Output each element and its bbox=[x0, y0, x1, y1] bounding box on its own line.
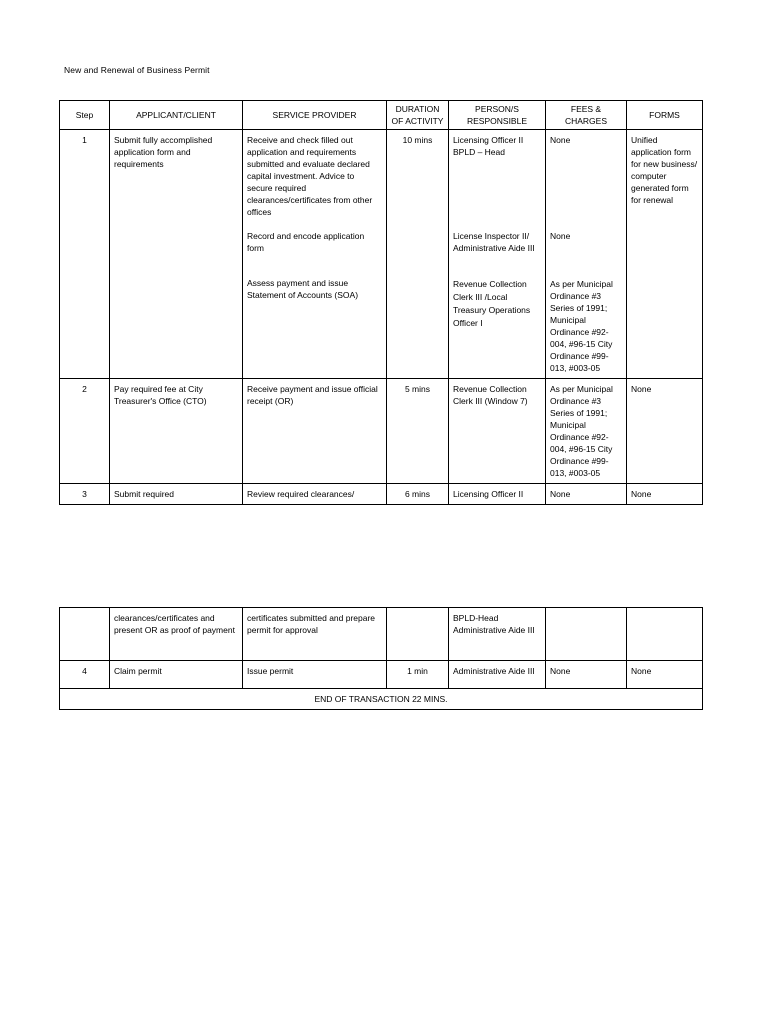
applicant-action: Submit fully accomplished application form and requirements bbox=[110, 130, 243, 379]
person-responsible: License Inspector II/ Administrative Aide III bbox=[453, 231, 535, 253]
header-service-provider: SERVICE PROVIDER bbox=[243, 101, 387, 130]
fee-entry: As per Municipal Ordinance #3 Series of 1991; Municipal Ordinance #92-004, #96-15 City Ordinance #99-013, #003-05 bbox=[546, 379, 627, 484]
duration-cell: 10 mins bbox=[387, 130, 449, 379]
header-person-responsible: PERSON/S RESPONSIBLE bbox=[449, 101, 546, 130]
step-number: 3 bbox=[60, 484, 110, 505]
person-responsible-cell bbox=[449, 130, 546, 379]
fee-entry: None bbox=[546, 661, 627, 689]
service-provider-cell bbox=[243, 130, 387, 379]
end-of-transaction-row bbox=[60, 689, 703, 710]
fee-entry: As per Municipal Ordinance #3 Series of 1991; Municipal Ordinance #92-004, #96-15 City Ordinance #99-013, #003-05 bbox=[550, 279, 613, 373]
table-row-step-3-continued bbox=[60, 608, 703, 661]
forms-cell: None bbox=[627, 379, 703, 484]
fee-entry: None bbox=[550, 231, 571, 241]
duration-empty bbox=[387, 608, 449, 661]
provider-task: Receive payment and issue official receipt (OR) bbox=[243, 379, 387, 484]
forms-cell: None bbox=[627, 484, 703, 505]
person-responsible: Administrative Aide III bbox=[449, 661, 546, 689]
provider-task: Review required clearances/ bbox=[243, 484, 387, 505]
header-duration: DURATION OF ACTIVITY bbox=[387, 101, 449, 130]
fee-entry: None bbox=[546, 484, 627, 505]
provider-task: Issue permit bbox=[243, 661, 387, 689]
applicant-action: Pay required fee at City Treasurer's Office (CTO) bbox=[110, 379, 243, 484]
header-step: Step bbox=[60, 101, 110, 130]
provider-task: Receive and check filled out application and requirements submitted and evaluate declared capital investment. Advice to secure required clearances/certificates from other offices bbox=[247, 135, 373, 217]
fees-empty bbox=[546, 608, 627, 661]
person-responsible: Licensing Officer II bbox=[449, 484, 546, 505]
forms-cell: None bbox=[627, 661, 703, 689]
person-responsible: BPLD-Head Administrative Aide III bbox=[449, 608, 546, 661]
provider-task: Assess payment and issue Statement of Accounts (SOA) bbox=[247, 278, 359, 300]
permit-process-table-continued bbox=[59, 607, 703, 710]
applicant-action: clearances/certificates and present OR as proof of payment bbox=[110, 608, 243, 661]
step-number: 1 bbox=[60, 130, 110, 379]
table-row-step-4 bbox=[60, 661, 703, 689]
fee-entry: None bbox=[550, 135, 571, 145]
table-row-step-2 bbox=[60, 379, 703, 484]
table-row-step-1 bbox=[60, 130, 703, 379]
step-number: 4 bbox=[60, 661, 110, 689]
provider-task: certificates submitted and prepare permit for approval bbox=[243, 608, 387, 661]
end-of-transaction-note: END OF TRANSACTION 22 MINS. bbox=[60, 689, 703, 710]
table-header-row bbox=[60, 101, 703, 130]
person-responsible: Revenue Collection Clerk III (Window 7) bbox=[449, 379, 546, 484]
fees-cell bbox=[546, 130, 627, 379]
person-responsible: Licensing Officer II BPLD – Head bbox=[453, 135, 524, 157]
header-applicant: APPLICANT/CLIENT bbox=[110, 101, 243, 130]
header-forms: FORMS bbox=[627, 101, 703, 130]
provider-task: Record and encode application form bbox=[247, 231, 365, 253]
duration-cell: 1 min bbox=[387, 661, 449, 689]
document-title: New and Renewal of Business Permit bbox=[64, 65, 210, 75]
header-fees: FEES & CHARGES bbox=[546, 101, 627, 130]
forms-cell: Unified application form for new business/ computer generated form for renewal bbox=[627, 130, 703, 379]
person-responsible: Revenue Collection Clerk III /Local Treasury Operations Officer I bbox=[453, 279, 531, 328]
permit-process-table bbox=[59, 100, 703, 505]
forms-empty bbox=[627, 608, 703, 661]
duration-cell: 5 mins bbox=[387, 379, 449, 484]
step-number-empty bbox=[60, 608, 110, 661]
duration-cell: 6 mins bbox=[387, 484, 449, 505]
applicant-action: Submit required bbox=[110, 484, 243, 505]
table-row-step-3 bbox=[60, 484, 703, 505]
applicant-action: Claim permit bbox=[110, 661, 243, 689]
step-number: 2 bbox=[60, 379, 110, 484]
